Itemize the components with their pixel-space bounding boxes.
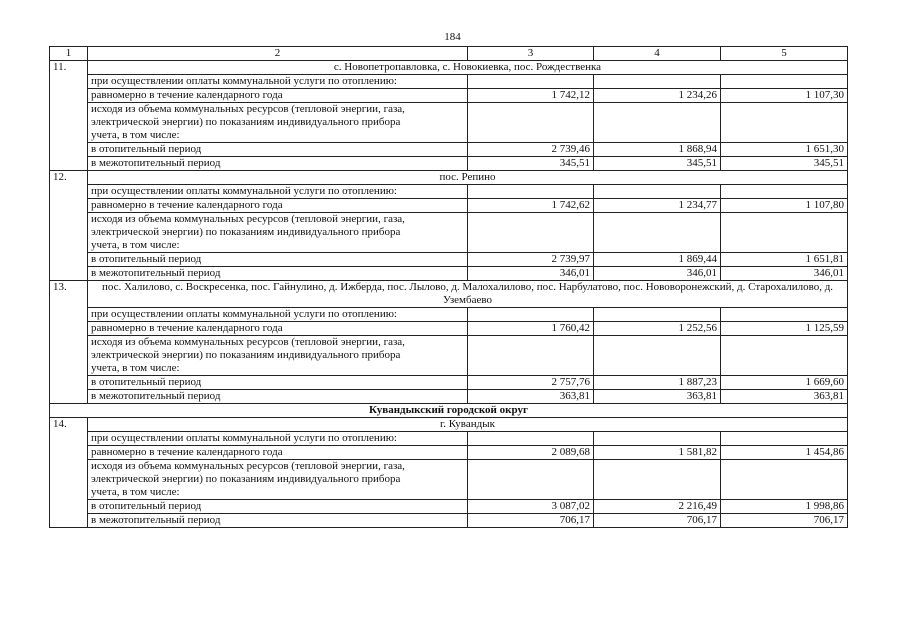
value-col-4 <box>594 432 721 446</box>
table-row <box>50 143 848 157</box>
header-cell: 1 <box>50 47 88 61</box>
value-col-3: 1 742,62 <box>468 199 594 213</box>
table-row <box>50 432 848 446</box>
value-col-5 <box>721 185 848 199</box>
header-cell: 4 <box>594 47 721 61</box>
row-label: равномерно в течение календарного года <box>88 446 468 460</box>
value-col-5: 1 669,60 <box>721 376 848 390</box>
value-col-3: 2 089,68 <box>468 446 594 460</box>
value-col-5 <box>721 308 848 322</box>
value-col-4 <box>594 75 721 89</box>
value-col-4: 706,17 <box>594 514 721 528</box>
value-col-4: 1 252,56 <box>594 322 721 336</box>
value-col-4 <box>594 308 721 322</box>
row-label: в отопительный период <box>88 143 468 157</box>
row-label: при осуществлении оплаты коммунальной услуги по отоплению: <box>88 75 468 89</box>
table-row <box>50 308 848 322</box>
value-col-5 <box>721 432 848 446</box>
row-label: в отопительный период <box>88 376 468 390</box>
table-row <box>50 89 848 103</box>
row-label: исходя из объема коммунальных ресурсов (тепловой энергии, газа, электрической энергии) по показаниям индивидуального прибора учета, в том числе: <box>88 336 468 376</box>
value-col-3 <box>468 308 594 322</box>
value-col-4: 1 581,82 <box>594 446 721 460</box>
value-col-3: 2 757,76 <box>468 376 594 390</box>
row-label: исходя из объема коммунальных ресурсов (тепловой энергии, газа, электрической энергии) по показаниям индивидуального прибора учета, в том числе: <box>88 460 468 500</box>
value-col-4: 345,51 <box>594 157 721 171</box>
row-label: равномерно в течение календарного года <box>88 199 468 213</box>
value-col-3: 2 739,46 <box>468 143 594 157</box>
value-col-5: 1 125,59 <box>721 322 848 336</box>
table-row <box>50 199 848 213</box>
row-label: в межотопительный период <box>88 157 468 171</box>
value-col-4: 2 216,49 <box>594 500 721 514</box>
value-col-5: 1 651,30 <box>721 143 848 157</box>
value-col-5 <box>721 213 848 253</box>
header-cell: 3 <box>468 47 594 61</box>
row-label: исходя из объема коммунальных ресурсов (тепловой энергии, газа, электрической энергии) по показаниям индивидуального прибора учета, в том числе: <box>88 213 468 253</box>
value-col-4: 1 868,94 <box>594 143 721 157</box>
table-row <box>50 322 848 336</box>
value-col-3 <box>468 103 594 143</box>
district-title: Кувандыкский городской округ <box>50 404 848 418</box>
value-col-3 <box>468 185 594 199</box>
value-col-4: 1 869,44 <box>594 253 721 267</box>
table-row <box>50 446 848 460</box>
row-label: в отопительный период <box>88 253 468 267</box>
row-label: в межотопительный период <box>88 390 468 404</box>
value-col-4: 346,01 <box>594 267 721 281</box>
header-cell: 2 <box>88 47 468 61</box>
table-row <box>50 75 848 89</box>
value-col-5: 706,17 <box>721 514 848 528</box>
tariff-table-body <box>50 47 848 528</box>
value-col-5: 1 454,86 <box>721 446 848 460</box>
table-row <box>50 253 848 267</box>
value-col-3: 363,81 <box>468 390 594 404</box>
locality-title: с. Новопетропавловка, с. Новокиевка, пос. Рождественка <box>88 61 848 75</box>
row-label: исходя из объема коммунальных ресурсов (тепловой энергии, газа, электрической энергии) по показаниям индивидуального прибора учета, в том числе: <box>88 103 468 143</box>
value-col-4 <box>594 460 721 500</box>
value-col-3 <box>468 432 594 446</box>
value-col-4: 363,81 <box>594 390 721 404</box>
value-col-3 <box>468 336 594 376</box>
header-cell: 5 <box>721 47 848 61</box>
value-col-4: 1 234,26 <box>594 89 721 103</box>
table-row <box>50 185 848 199</box>
locality-title-row <box>50 281 848 308</box>
value-col-4 <box>594 185 721 199</box>
row-label: в межотопительный период <box>88 267 468 281</box>
table-row <box>50 267 848 281</box>
item-number: 13. <box>50 281 88 404</box>
value-col-5: 1 998,86 <box>721 500 848 514</box>
value-col-3 <box>468 75 594 89</box>
value-col-3: 706,17 <box>468 514 594 528</box>
table-row <box>50 514 848 528</box>
item-number: 14. <box>50 418 88 528</box>
value-col-3: 1 760,42 <box>468 322 594 336</box>
table-row <box>50 157 848 171</box>
item-number: 11. <box>50 61 88 171</box>
value-col-3: 346,01 <box>468 267 594 281</box>
locality-title: г. Кувандык <box>88 418 848 432</box>
row-label: в отопительный период <box>88 500 468 514</box>
value-col-5: 363,81 <box>721 390 848 404</box>
row-label: при осуществлении оплаты коммунальной услуги по отоплению: <box>88 308 468 322</box>
value-col-5 <box>721 75 848 89</box>
value-col-5: 1 651,81 <box>721 253 848 267</box>
item-number: 12. <box>50 171 88 281</box>
row-label: равномерно в течение календарного года <box>88 89 468 103</box>
table-row <box>50 103 848 143</box>
table-row <box>50 500 848 514</box>
value-col-5 <box>721 460 848 500</box>
value-col-3 <box>468 213 594 253</box>
value-col-4 <box>594 103 721 143</box>
value-col-3: 345,51 <box>468 157 594 171</box>
value-col-5 <box>721 336 848 376</box>
table-row <box>50 213 848 253</box>
value-col-4 <box>594 213 721 253</box>
value-col-5: 346,01 <box>721 267 848 281</box>
locality-title-row <box>50 171 848 185</box>
locality-title: пос. Халилово, с. Воскресенка, пос. Гайнулино, д. Ижберда, пос. Лылово, д. Малохалилово, пос. Нарбулатово, пос. Нововоронежский, д. Старохалилово, д. Узембаево <box>88 281 848 308</box>
value-col-5: 345,51 <box>721 157 848 171</box>
value-col-3 <box>468 460 594 500</box>
locality-title: пос. Репино <box>88 171 848 185</box>
tariff-table <box>49 46 848 528</box>
table-row <box>50 376 848 390</box>
district-row <box>50 404 848 418</box>
row-label: в межотопительный период <box>88 514 468 528</box>
value-col-4 <box>594 336 721 376</box>
value-col-5: 1 107,80 <box>721 199 848 213</box>
value-col-4: 1 234,77 <box>594 199 721 213</box>
row-label: при осуществлении оплаты коммунальной услуги по отоплению: <box>88 185 468 199</box>
value-col-3: 1 742,12 <box>468 89 594 103</box>
header-row <box>50 47 848 61</box>
value-col-5: 1 107,30 <box>721 89 848 103</box>
page-number: 184 <box>444 31 461 43</box>
row-label: равномерно в течение календарного года <box>88 322 468 336</box>
row-label: при осуществлении оплаты коммунальной услуги по отоплению: <box>88 432 468 446</box>
value-col-3: 2 739,97 <box>468 253 594 267</box>
value-col-3: 3 087,02 <box>468 500 594 514</box>
locality-title-row <box>50 61 848 75</box>
table-row <box>50 390 848 404</box>
value-col-5 <box>721 103 848 143</box>
table-row <box>50 336 848 376</box>
locality-title-row <box>50 418 848 432</box>
table-row <box>50 460 848 500</box>
value-col-4: 1 887,23 <box>594 376 721 390</box>
